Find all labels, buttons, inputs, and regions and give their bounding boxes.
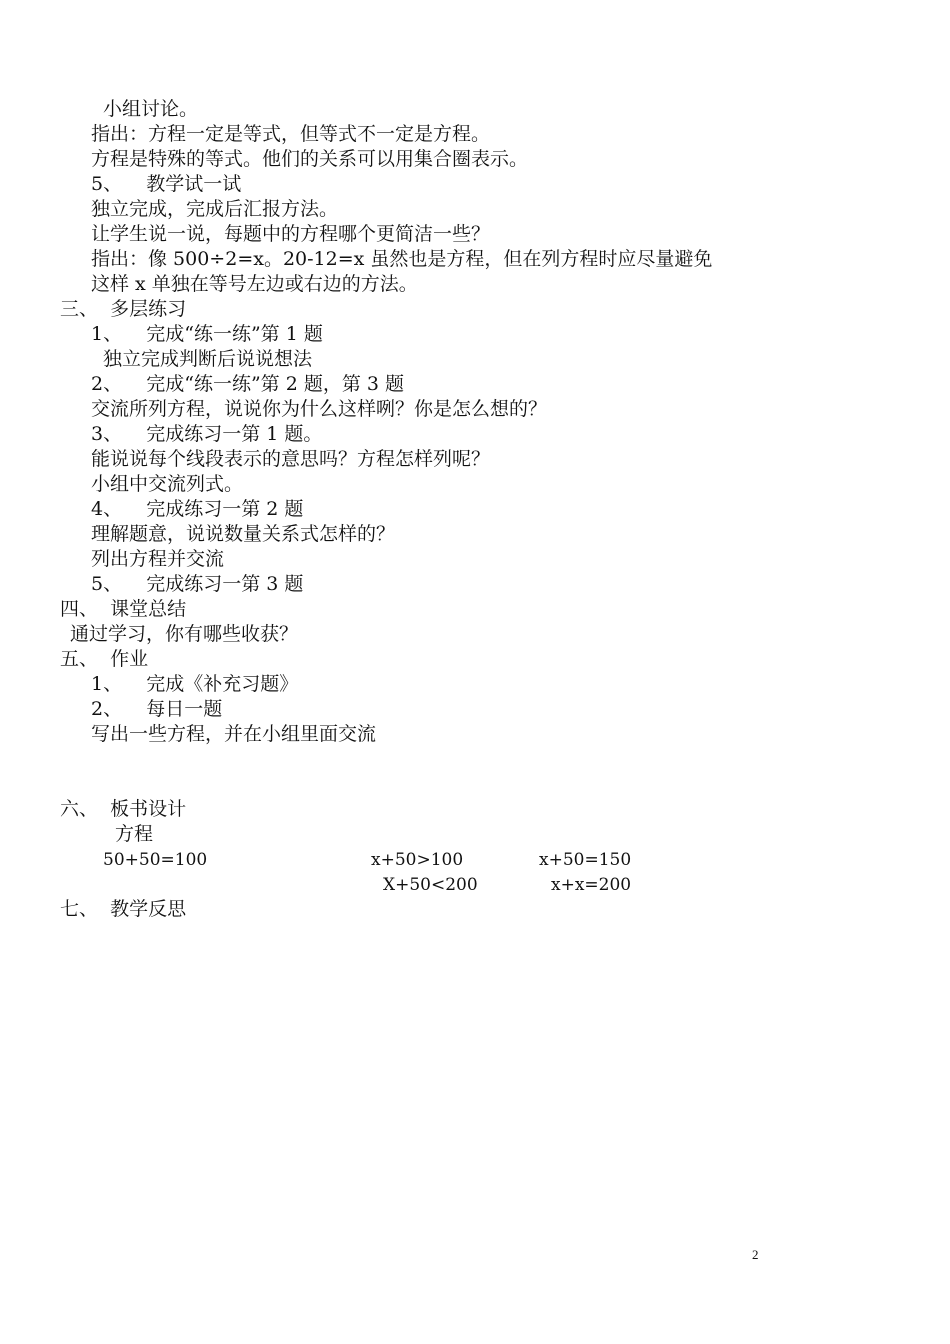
list-item: 1、 完成《补充习题》 [91, 673, 299, 695]
list-item: 1、 完成“练一练”第 1 题 [91, 323, 323, 345]
list-item: 5、 教学试一试 [91, 173, 242, 195]
page-number: 2 [752, 1247, 759, 1262]
section-heading: 六、 板书设计 [60, 798, 187, 820]
text-line: 独立完成，完成后汇报方法。 [91, 198, 339, 220]
list-item: 2、 每日一题 [91, 698, 223, 720]
text-line: 小组讨论。 [103, 98, 199, 120]
list-item: 3、 完成练习一第 1 题。 [91, 423, 323, 445]
text-line: 能说说每个线段表示的意思吗？方程怎样列呢？ [91, 448, 491, 470]
board-equation: X+50<200 [383, 875, 478, 895]
list-item: 5、 完成练习一第 3 题 [91, 573, 304, 595]
board-equation: x+x=200 [551, 875, 632, 895]
text-line: 交流所列方程，说说你为什么这样咧？你是怎么想的？ [91, 398, 548, 420]
section-heading: 七、 教学反思 [60, 898, 187, 920]
board-equation: 50+50=100 [103, 850, 208, 870]
text-line: 指出：像 500÷2=x。20-12=x 虽然也是方程，但在列方程时应尽量避免 [91, 248, 713, 270]
list-item: 2、 完成“练一练”第 2 题，第 3 题 [91, 373, 405, 395]
section-heading: 四、 课堂总结 [60, 598, 187, 620]
section-heading: 三、 多层练习 [60, 298, 187, 320]
section-heading: 五、 作业 [60, 648, 149, 670]
text-line: 指出：方程一定是等式，但等式不一定是方程。 [91, 123, 491, 145]
text-line: 小组中交流列式。 [91, 473, 244, 495]
text-line: 独立完成判断后说说想法 [103, 348, 313, 370]
text-line: 理解题意，说说数量关系式怎样的？ [91, 523, 396, 545]
board-equation: x+50>100 [371, 850, 464, 870]
list-item: 4、 完成练习一第 2 题 [91, 498, 304, 520]
text-line: 让学生说一说，每题中的方程哪个更简洁一些？ [91, 223, 491, 245]
board-title: 方程 [115, 823, 154, 845]
text-line: 通过学习，你有哪些收获？ [70, 623, 299, 645]
board-equation: x+50=150 [539, 850, 632, 870]
text-line: 列出方程并交流 [91, 548, 225, 570]
text-line: 写出一些方程，并在小组里面交流 [91, 723, 377, 745]
text-line: 这样 x 单独在等号左边或右边的方法。 [91, 273, 418, 295]
text-line: 方程是特殊的等式。他们的关系可以用集合圈表示。 [91, 148, 529, 170]
